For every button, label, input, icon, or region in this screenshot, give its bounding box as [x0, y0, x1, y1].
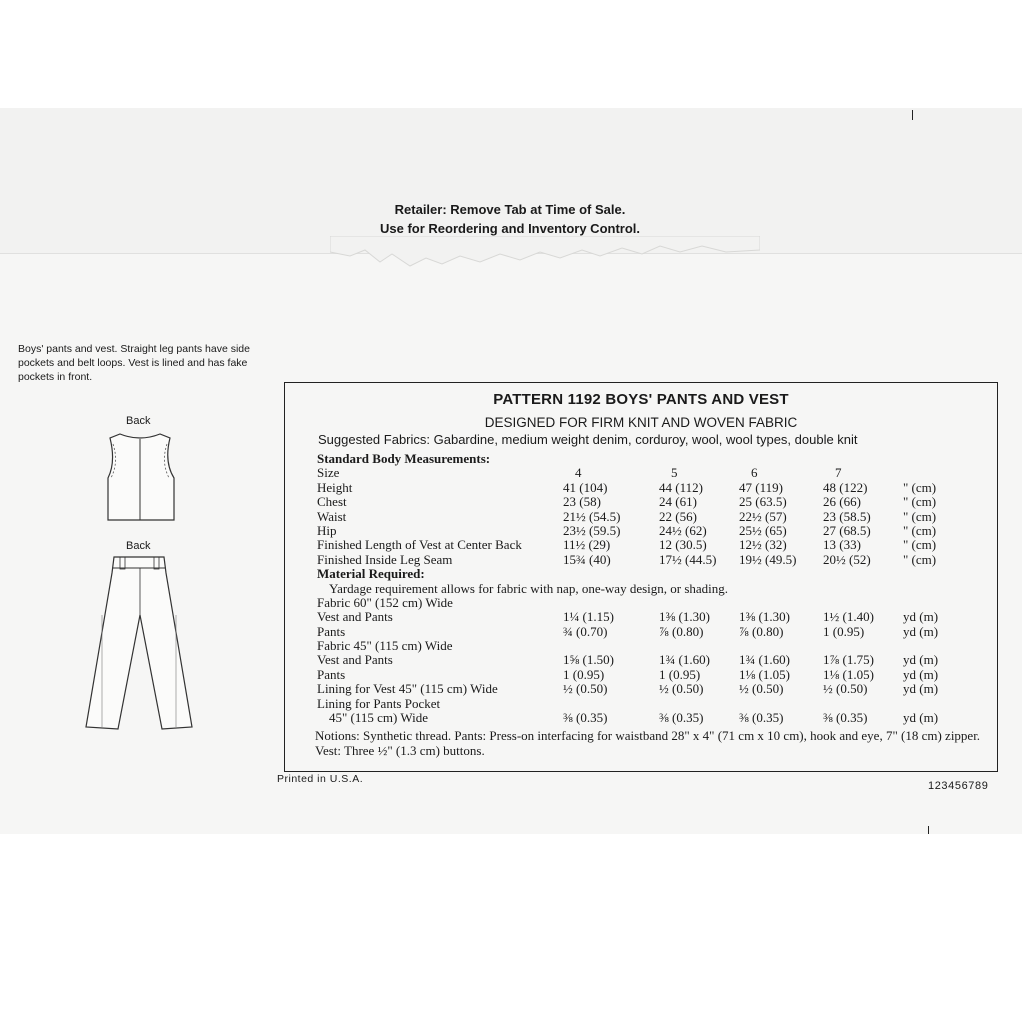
- pants-back-illustration: [84, 555, 196, 735]
- fabric60-heading: Fabric 60" (152 cm) Wide: [317, 594, 453, 610]
- row-value-size-7: ⅜ (0.35): [823, 710, 868, 726]
- row-value-size-7: 13 (33): [823, 537, 861, 553]
- vest-back-label: Back: [126, 415, 151, 427]
- table-row: [317, 509, 997, 523]
- corner-tick-mark: [928, 826, 929, 834]
- row-value-size-5: ⅞ (0.80): [659, 623, 704, 639]
- row-value-size-5: 17½ (44.5): [659, 551, 717, 567]
- table-row: [317, 681, 997, 695]
- row-value-size-5: 24½ (62): [659, 522, 707, 538]
- size-6: 6: [751, 465, 758, 481]
- row-value-size-6: 12½ (32): [739, 537, 787, 553]
- suggested-fabrics: Suggested Fabrics: Gabardine, medium weight denim, corduroy, wool, wool types, double knit: [318, 432, 858, 447]
- row-value-size-7: 27 (68.5): [823, 522, 871, 538]
- row-value-size-5: 1⅜ (1.30): [659, 609, 710, 625]
- row-value-size-5: ½ (0.50): [659, 681, 704, 697]
- table-row: [317, 710, 997, 724]
- row-value-size-4: 23 (58): [563, 494, 601, 510]
- row-value-size-6: 25½ (65): [739, 522, 787, 538]
- size-label: Size: [317, 465, 340, 481]
- row-value-size-5: ⅜ (0.35): [659, 710, 704, 726]
- material-heading: Material Required:: [317, 566, 425, 582]
- vest-back-illustration: [100, 428, 180, 524]
- row-label: Pants: [317, 623, 346, 639]
- row-value-size-5: 1¾ (1.60): [659, 652, 710, 668]
- row-label: Height: [317, 479, 353, 495]
- row-value-size-4: 1⅝ (1.50): [563, 652, 614, 668]
- row-value-size-4: ½ (0.50): [563, 681, 608, 697]
- yardage-note-row: [317, 581, 997, 595]
- row-unit: " (cm): [903, 508, 937, 524]
- fabric45-heading-row: [317, 638, 997, 652]
- row-value-size-4: 21½ (54.5): [563, 508, 621, 524]
- table-row: [317, 480, 997, 494]
- size-7: 7: [835, 465, 842, 481]
- row-label: Finished Inside Leg Seam: [317, 551, 453, 567]
- row-value-size-7: 48 (122): [823, 479, 868, 495]
- size-row: [317, 465, 997, 479]
- row-label: Waist: [317, 508, 347, 524]
- barcode-number: 123456789: [928, 780, 989, 792]
- row-value-size-6: 22½ (57): [739, 508, 787, 524]
- row-unit: " (cm): [903, 479, 937, 495]
- row-value-size-7: 23 (58.5): [823, 508, 871, 524]
- table-row: [317, 523, 997, 537]
- printed-in-usa: Printed in U.S.A.: [277, 773, 364, 785]
- row-unit: " (cm): [903, 522, 937, 538]
- row-value-size-5: 44 (112): [659, 479, 703, 495]
- row-value-size-6: 1⅜ (1.30): [739, 609, 790, 625]
- row-value-size-5: 24 (61): [659, 494, 697, 510]
- row-unit: yd (m): [903, 609, 939, 625]
- pattern-subtitle: DESIGNED FOR FIRM KNIT AND WOVEN FABRIC: [484, 415, 798, 430]
- row-label: Pants: [317, 666, 346, 682]
- row-value-size-6: ½ (0.50): [739, 681, 784, 697]
- pattern-info-box: [284, 382, 998, 772]
- row-unit: yd (m): [903, 666, 939, 682]
- row-value-size-6: ⅜ (0.35): [739, 710, 784, 726]
- row-value-size-4: ⅜ (0.35): [563, 710, 608, 726]
- measurements-heading-row: [317, 451, 997, 465]
- row-value-size-6: 47 (119): [739, 479, 783, 495]
- row-value-size-5: 12 (30.5): [659, 537, 707, 553]
- size-4: 4: [575, 465, 582, 481]
- pocket-lining-heading: Lining for Pants Pocket: [317, 695, 441, 711]
- corner-tick-mark: [912, 110, 913, 120]
- yardage-note: Yardage requirement allows for fabric with nap, one-way design, or shading.: [329, 580, 729, 596]
- row-label: Hip: [317, 522, 337, 538]
- table-row: [317, 494, 997, 508]
- table-row: [317, 652, 997, 666]
- row-value-size-6: ⅞ (0.80): [739, 623, 784, 639]
- table-row: [317, 609, 997, 623]
- row-value-size-4: 41 (104): [563, 479, 608, 495]
- row-value-size-7: 1 (0.95): [823, 623, 865, 639]
- row-value-size-5: 22 (56): [659, 508, 697, 524]
- row-value-size-6: 19½ (49.5): [739, 551, 797, 567]
- row-value-size-5: 1 (0.95): [659, 666, 701, 682]
- row-label: Chest: [317, 494, 347, 510]
- table-row: [317, 624, 997, 638]
- row-value-size-6: 25 (63.5): [739, 494, 787, 510]
- fabric45-heading: Fabric 45" (115 cm) Wide: [317, 638, 453, 654]
- row-value-size-7: 1⅛ (1.05): [823, 666, 874, 682]
- size-5: 5: [671, 465, 678, 481]
- row-value-size-4: ¾ (0.70): [563, 623, 608, 639]
- row-value-size-4: 11½ (29): [563, 537, 611, 553]
- retailer-notice: [300, 200, 720, 238]
- row-unit: " (cm): [903, 551, 937, 567]
- table-row: [317, 537, 997, 551]
- retailer-line-1: Retailer: Remove Tab at Time of Sale.: [394, 202, 626, 217]
- row-label: 45" (115 cm) Wide: [329, 710, 429, 726]
- material-heading-row: [317, 566, 997, 580]
- row-unit: " (cm): [903, 494, 937, 510]
- row-value-size-7: 1½ (1.40): [823, 609, 874, 625]
- row-unit: yd (m): [903, 710, 939, 726]
- row-unit: yd (m): [903, 623, 939, 639]
- row-value-size-4: 15¾ (40): [563, 551, 611, 567]
- torn-tab-edge: [330, 236, 760, 276]
- row-value-size-7: ½ (0.50): [823, 681, 868, 697]
- table-row: [317, 552, 997, 566]
- row-label: Vest and Pants: [317, 609, 393, 625]
- row-unit: " (cm): [903, 537, 937, 553]
- pants-back-label: Back: [126, 540, 151, 552]
- row-value-size-4: 1 (0.95): [563, 666, 605, 682]
- pattern-title: PATTERN 1192 BOYS' PANTS AND VEST: [493, 391, 789, 408]
- row-unit: yd (m): [903, 681, 939, 697]
- retailer-line-2: Use for Reordering and Inventory Control.: [379, 221, 641, 236]
- measurements-table: [317, 451, 997, 724]
- row-value-size-6: 1¾ (1.60): [739, 652, 790, 668]
- table-row: [317, 667, 997, 681]
- measurements-heading: Standard Body Measurements:: [317, 451, 491, 466]
- pattern-description: Boys' pants and vest. Straight leg pants have side pockets and belt loops. Vest is lined and has fake pockets in front.: [18, 343, 250, 383]
- row-value-size-7: 1⅞ (1.75): [823, 652, 874, 668]
- row-value-size-6: 1⅛ (1.05): [739, 666, 790, 682]
- fabric60-heading-row: [317, 595, 997, 609]
- notions: Notions: Synthetic thread. Pants: Press-on interfacing for waistband 28" x 4" (71 cm x 10 cm), hook and eye, 7" (18 cm) zipper. Vest: Three ½" (1.3 cm) buttons.: [315, 728, 981, 758]
- row-label: Vest and Pants: [317, 652, 393, 668]
- row-value-size-4: 1¼ (1.15): [563, 609, 614, 625]
- row-value-size-4: 23½ (59.5): [563, 522, 621, 538]
- row-value-size-7: 20½ (52): [823, 551, 871, 567]
- pocket-lining-heading-row: [317, 696, 997, 710]
- row-label: Finished Length of Vest at Center Back: [317, 537, 522, 553]
- row-label: Lining for Vest 45" (115 cm) Wide: [317, 681, 498, 697]
- row-value-size-7: 26 (66): [823, 494, 861, 510]
- row-unit: yd (m): [903, 652, 939, 668]
